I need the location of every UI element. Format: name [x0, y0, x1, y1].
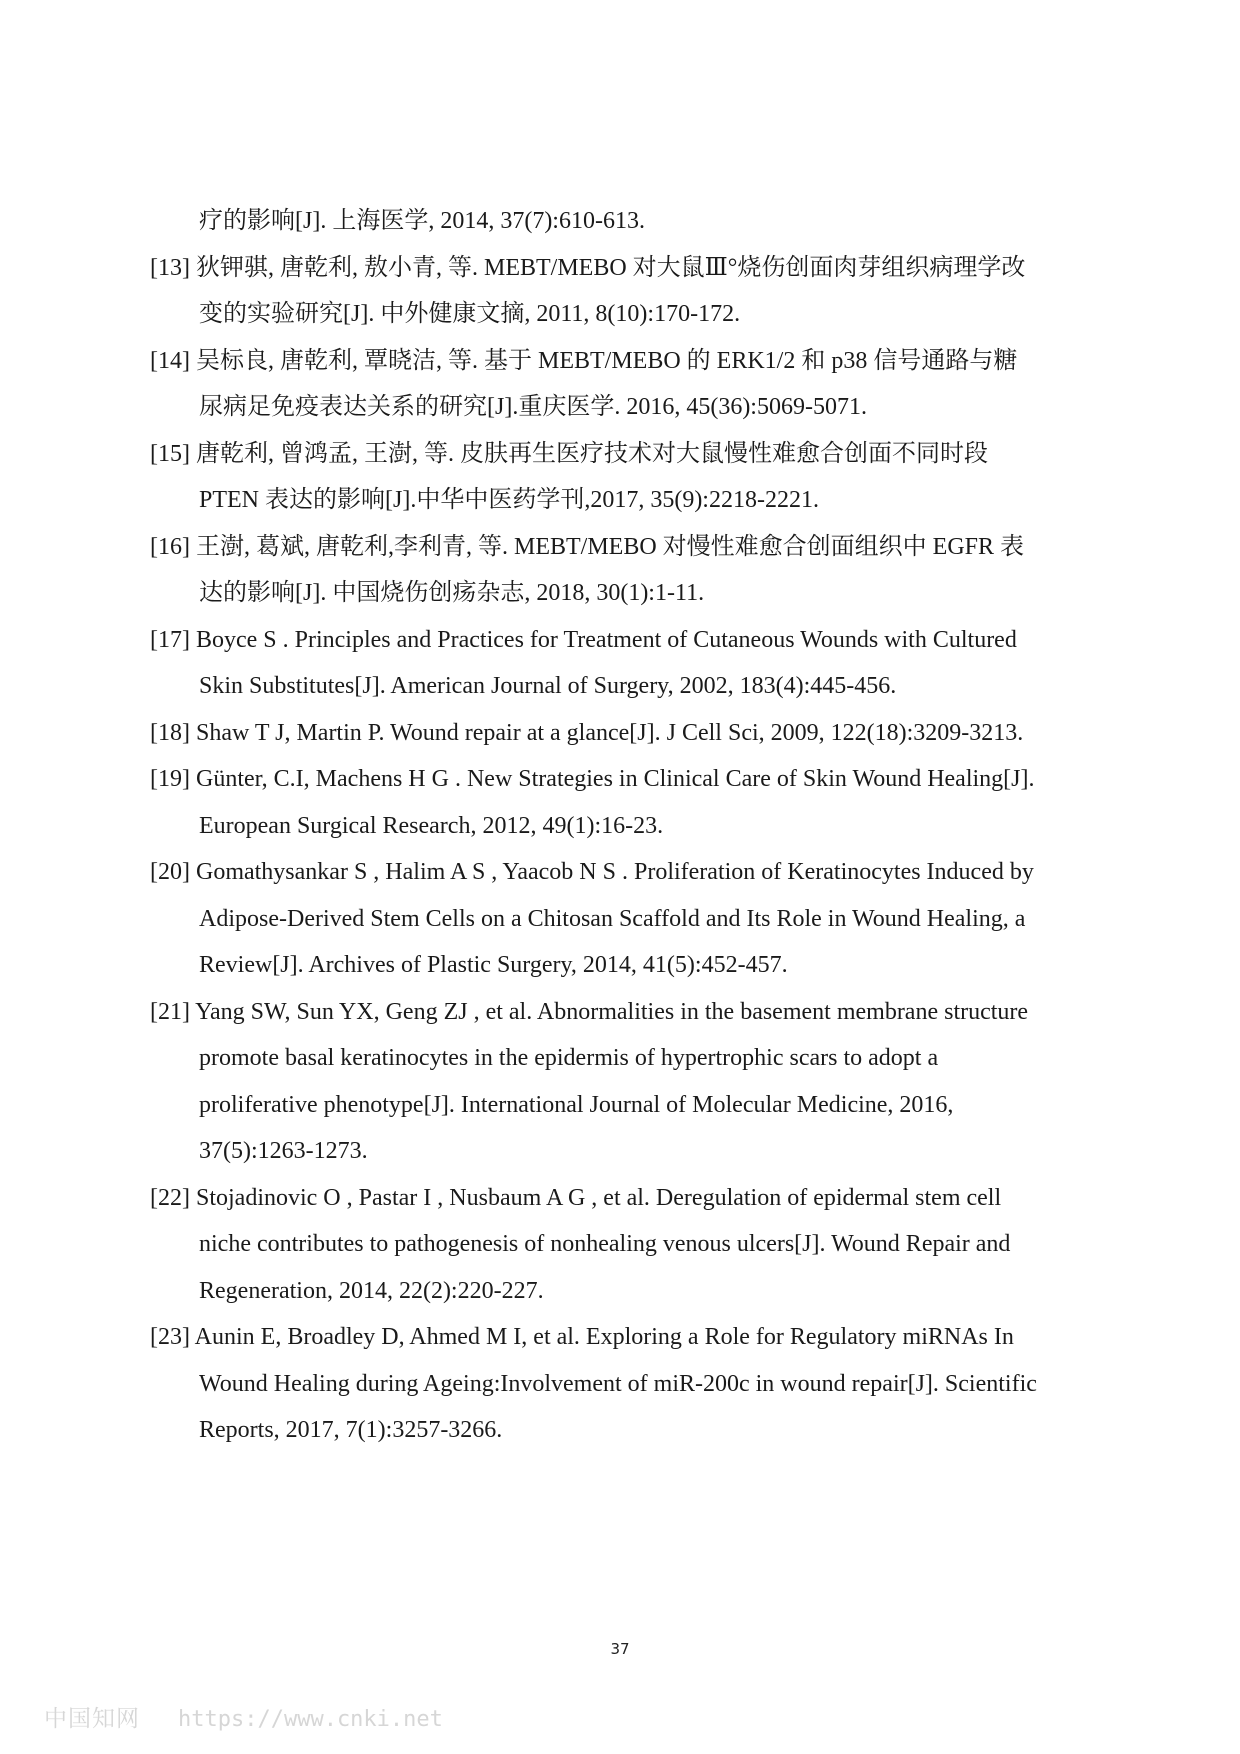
reference-line: promote basal keratinocytes in the epidermis of hypertrophic scars to adopt a: [199, 1045, 939, 1071]
reference-line: [20] Gomathysankar S , Halim A S , Yaacob N S . Proliferation of Keratinocytes Induced by: [150, 859, 1034, 885]
reference-line: 尿病足免疫表达关系的研究[J].重庆医学. 2016, 45(36):5069-5071.: [199, 394, 867, 420]
reference-line: European Surgical Research, 2012, 49(1):16-23.: [199, 813, 664, 839]
reference-line: [23] Aunin E, Broadley D, Ahmed M I, et al. Exploring a Role for Regulatory miRNAs In: [150, 1324, 1014, 1350]
reference-line: [13] 狄钾骐, 唐乾利, 敖小青, 等. MEBT/MEBO 对大鼠Ⅲ°烧伤创面肉芽组织病理学改: [150, 255, 1026, 281]
reference-line: Adipose-Derived Stem Cells on a Chitosan Scaffold and Its Role in Wound Healing, a: [199, 906, 1026, 932]
reference-line: Skin Substitutes[J]. American Journal of Surgery, 2002, 183(4):445-456.: [199, 673, 897, 699]
reference-line: [21] Yang SW, Sun YX, Geng ZJ , et al. Abnormalities in the basement membrane structure: [150, 999, 1029, 1025]
reference-line: Review[J]. Archives of Plastic Surgery, 2014, 41(5):452-457.: [199, 952, 788, 978]
cnki-watermark: [44, 1700, 443, 1733]
reference-line: [17] Boyce S . Principles and Practices for Treatment of Cutaneous Wounds with Cultured: [150, 627, 1017, 653]
reference-line: 变的实验研究[J]. 中外健康文摘, 2011, 8(10):170-172.: [199, 301, 741, 327]
reference-line: proliferative phenotype[J]. International Journal of Molecular Medicine, 2016,: [199, 1092, 954, 1118]
reference-line: [16] 王澍, 葛斌, 唐乾利,李利青, 等. MEBT/MEBO 对慢性难愈合创面组织中 EGFR 表: [150, 534, 1025, 560]
reference-line: 37(5):1263-1273.: [199, 1138, 368, 1164]
reference-line: PTEN 表达的影响[J].中华中医药学刊,2017, 35(9):2218-2221.: [199, 487, 819, 513]
watermark-logo: 中国知网: [44, 1706, 140, 1732]
reference-line: niche contributes to pathogenesis of nonhealing venous ulcers[J]. Wound Repair and: [199, 1231, 1011, 1257]
page-number: 37: [610, 1640, 630, 1658]
reference-line: [22] Stojadinovic O , Pastar I , Nusbaum A G , et al. Deregulation of epidermal stem cell: [150, 1185, 1002, 1211]
reference-line: 疗的影响[J]. 上海医学, 2014, 37(7):610-613.: [199, 208, 645, 234]
reference-line: Wound Healing during Ageing:Involvement of miR-200c in wound repair[J]. Scientific: [199, 1371, 1037, 1397]
watermark-url: https://www.cnki.net: [178, 1707, 443, 1732]
reference-line: Regeneration, 2014, 22(2):220-227.: [199, 1278, 544, 1304]
reference-line: [19] Günter, C.I, Machens H G . New Strategies in Clinical Care of Skin Wound Healing[J].: [150, 766, 1035, 792]
reference-line: [18] Shaw T J, Martin P. Wound repair at a glance[J]. J Cell Sci, 2009, 122(18):3209-3213.: [150, 720, 1024, 746]
reference-line: [14] 吴标良, 唐乾利, 覃晓洁, 等. 基于 MEBT/MEBO 的 ERK1/2 和 p38 信号通路与糖: [150, 348, 1018, 374]
reference-line: 达的影响[J]. 中国烧伤创疡杂志, 2018, 30(1):1-11.: [199, 580, 705, 606]
reference-line: [15] 唐乾利, 曾鸿孟, 王澍, 等. 皮肤再生医疗技术对大鼠慢性难愈合创面不同时段: [150, 441, 988, 467]
reference-line: Reports, 2017, 7(1):3257-3266.: [199, 1417, 503, 1443]
